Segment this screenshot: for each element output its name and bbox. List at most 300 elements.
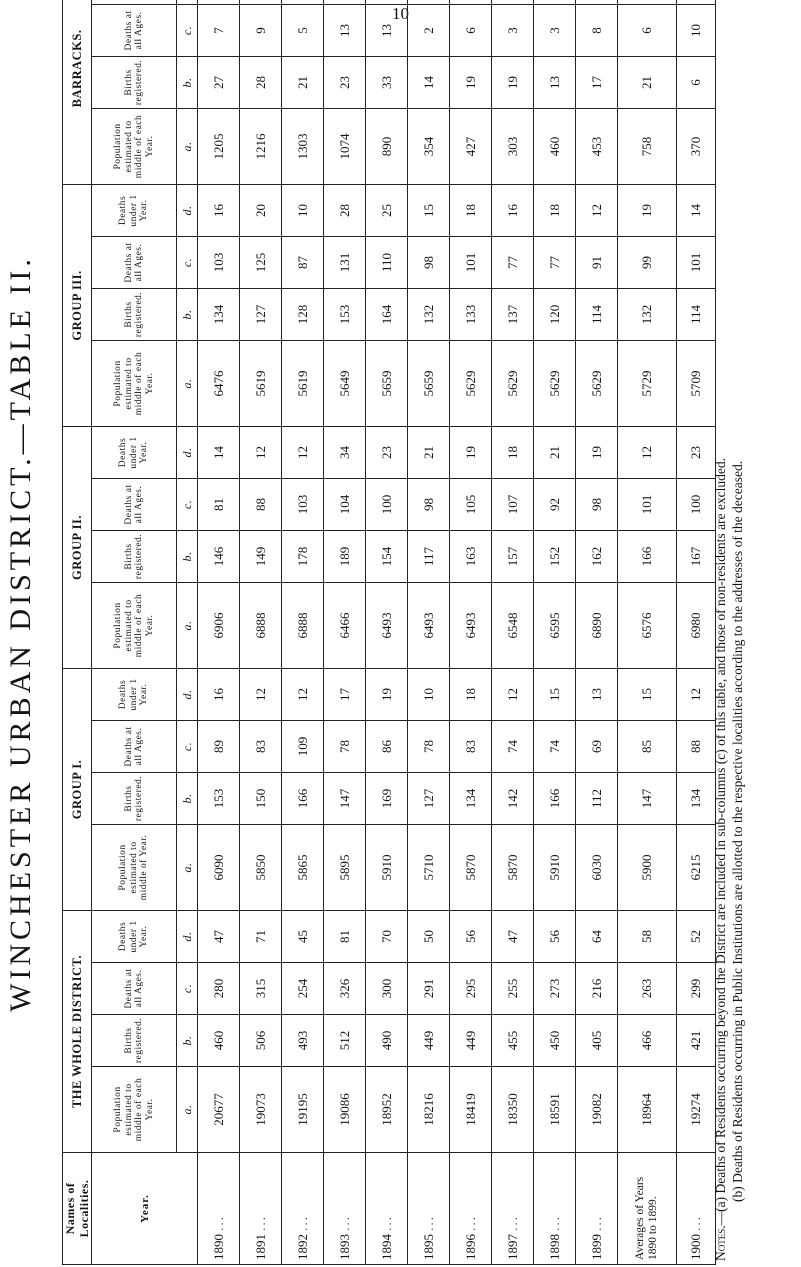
whole-infant-deaths-cell: 45	[282, 911, 324, 963]
group1-infant-deaths-cell: 15	[534, 669, 576, 721]
table-row	[534, 0, 576, 1265]
barracks-population-cell: 890	[366, 108, 408, 184]
whole-deaths-cell: 263	[618, 963, 677, 1015]
group1-population-cell: 5900	[618, 825, 677, 911]
group2-deaths-cell: 103	[282, 479, 324, 531]
unit-a: a.	[177, 825, 198, 911]
unit-d: d.	[177, 427, 198, 479]
group1-deaths-cell: 74	[492, 721, 534, 773]
group1-births-cell: 134	[450, 773, 492, 825]
barracks-births-cell: 27	[198, 56, 240, 108]
whole-infant-deaths-cell: 56	[450, 911, 492, 963]
leader-dots: ...	[420, 1215, 436, 1231]
group3-births-cell: 153	[324, 289, 366, 341]
whole-infant-deaths-cell: 47	[492, 911, 534, 963]
group2-population-cell: 6548	[492, 583, 534, 669]
group2-births-cell: 152	[534, 531, 576, 583]
group3-infant-deaths-cell: 16	[492, 184, 534, 236]
subcol-population-header: Population estimated to middle of each Year.	[92, 583, 177, 669]
leader-dots: ...	[504, 1215, 520, 1231]
group3-births-cell: 127	[240, 289, 282, 341]
group-header-group-1: GROUP I.	[63, 669, 92, 911]
unit-a: a.	[177, 108, 198, 184]
subcol-infant-deaths-header	[92, 0, 177, 4]
subcol-deaths-header: Deaths at all Ages.	[92, 963, 177, 1015]
barracks-infant-deaths-cell	[240, 0, 282, 4]
year-label: 1890	[210, 1234, 226, 1260]
group2-infant-deaths-cell: 19	[576, 427, 618, 479]
group1-deaths-cell: 78	[324, 721, 366, 773]
barracks-births-cell: 6	[677, 56, 716, 108]
group2-births-cell: 162	[576, 531, 618, 583]
year-label: 1898	[546, 1234, 562, 1260]
barracks-births-cell: 19	[492, 56, 534, 108]
group-header-whole-district: THE WHOLE DISTRICT.	[63, 911, 92, 1153]
group2-deaths-cell: 98	[408, 479, 450, 531]
leader-dots: ...	[252, 1215, 268, 1231]
whole-infant-deaths-cell: 47	[198, 911, 240, 963]
group2-births-cell: 167	[677, 531, 716, 583]
group2-infant-deaths-cell: 23	[366, 427, 408, 479]
group1-infant-deaths-cell: 10	[408, 669, 450, 721]
barracks-deaths-cell: 8	[576, 4, 618, 56]
leader-dots: ...	[546, 1215, 562, 1231]
group2-births-cell: 166	[618, 531, 677, 583]
barracks-infant-deaths-cell	[366, 0, 408, 4]
group3-deaths-cell: 99	[618, 237, 677, 289]
group2-births-cell: 154	[366, 531, 408, 583]
barracks-births-cell: 17	[576, 56, 618, 108]
group2-infant-deaths-cell: 21	[408, 427, 450, 479]
whole-population-cell: 18952	[366, 1067, 408, 1153]
group3-population-cell: 5629	[492, 341, 534, 427]
group2-population-cell: 6906	[198, 583, 240, 669]
whole-births-cell: 493	[282, 1015, 324, 1067]
group3-births-cell: 132	[408, 289, 450, 341]
whole-births-cell: 405	[576, 1015, 618, 1067]
barracks-population-cell: 1205	[198, 108, 240, 184]
group2-infant-deaths-cell: 23	[677, 427, 716, 479]
group2-infant-deaths-cell: 19	[450, 427, 492, 479]
subcol-infant-deaths-header: Deaths under 1 Year.	[92, 669, 177, 721]
barracks-infant-deaths-cell	[324, 0, 366, 4]
group3-population-cell: 5659	[366, 341, 408, 427]
whole-births-cell: 421	[677, 1015, 716, 1067]
whole-population-cell: 18591	[534, 1067, 576, 1153]
group3-deaths-cell: 103	[198, 237, 240, 289]
unit-b: b.	[177, 531, 198, 583]
whole-deaths-cell: 273	[534, 963, 576, 1015]
group-header-group-3: GROUP III.	[63, 184, 92, 426]
whole-births-cell: 460	[198, 1015, 240, 1067]
statistics-table-container	[62, 10, 703, 1265]
group3-population-cell: 5649	[324, 341, 366, 427]
group3-population-cell: 5629	[576, 341, 618, 427]
group3-infant-deaths-cell: 15	[408, 184, 450, 236]
group2-deaths-cell: 104	[324, 479, 366, 531]
year-cell	[198, 1153, 240, 1265]
group1-population-cell: 5710	[408, 825, 450, 911]
group1-births-cell: 166	[534, 773, 576, 825]
barracks-deaths-cell: 3	[534, 4, 576, 56]
group3-infant-deaths-cell: 28	[324, 184, 366, 236]
whole-population-cell: 19082	[576, 1067, 618, 1153]
table-row	[324, 0, 366, 1265]
subcol-births-header: Births registered.	[92, 289, 177, 341]
leader-dots: ...	[378, 1215, 394, 1231]
whole-deaths-cell: 300	[366, 963, 408, 1015]
table-row	[618, 0, 677, 1265]
group1-population-cell: 5850	[240, 825, 282, 911]
barracks-deaths-cell: 6	[618, 4, 677, 56]
group1-population-cell: 6030	[576, 825, 618, 911]
unit-b: b.	[177, 773, 198, 825]
subcol-infant-deaths-header: Deaths under 1 Year.	[92, 427, 177, 479]
group-header-barracks: BARRACKS.	[63, 0, 92, 184]
whole-infant-deaths-cell: 64	[576, 911, 618, 963]
group1-births-cell: 150	[240, 773, 282, 825]
group3-births-cell: 114	[576, 289, 618, 341]
group2-infant-deaths-cell: 21	[534, 427, 576, 479]
barracks-population-cell: 1216	[240, 108, 282, 184]
group1-infant-deaths-cell: 13	[576, 669, 618, 721]
group2-infant-deaths-cell: 12	[240, 427, 282, 479]
group1-infant-deaths-cell: 16	[198, 669, 240, 721]
group2-deaths-cell: 100	[366, 479, 408, 531]
barracks-population-cell: 303	[492, 108, 534, 184]
barracks-infant-deaths-cell	[677, 0, 716, 4]
group3-births-cell: 128	[282, 289, 324, 341]
group1-population-cell: 5870	[492, 825, 534, 911]
group2-population-cell: 6888	[282, 583, 324, 669]
group1-deaths-cell: 89	[198, 721, 240, 773]
whole-births-cell: 449	[408, 1015, 450, 1067]
group2-deaths-cell: 101	[618, 479, 677, 531]
group1-deaths-cell: 88	[677, 721, 716, 773]
subcol-infant-deaths-header: Deaths under 1 Year.	[92, 911, 177, 963]
whole-population-cell: 19195	[282, 1067, 324, 1153]
group3-population-cell: 5629	[534, 341, 576, 427]
group2-population-cell: 6576	[618, 583, 677, 669]
page-number: 10	[392, 4, 409, 23]
barracks-births-cell: 14	[408, 56, 450, 108]
year-cell	[618, 1153, 677, 1265]
group-header-group-2: GROUP II.	[63, 427, 92, 669]
barracks-births-cell: 28	[240, 56, 282, 108]
year-cell	[450, 1153, 492, 1265]
unit-c: c.	[177, 721, 198, 773]
whole-deaths-cell: 299	[677, 963, 716, 1015]
year-cell	[408, 1153, 450, 1265]
group2-deaths-cell: 92	[534, 479, 576, 531]
barracks-deaths-cell: 2	[408, 4, 450, 56]
whole-population-cell: 18350	[492, 1067, 534, 1153]
group2-births-cell: 189	[324, 531, 366, 583]
group1-population-cell: 5865	[282, 825, 324, 911]
year-label: Averages of Years 1890 to 1899.	[634, 1176, 659, 1260]
group1-infant-deaths-cell: 12	[240, 669, 282, 721]
group2-births-cell: 117	[408, 531, 450, 583]
barracks-deaths-cell: 13	[324, 4, 366, 56]
group3-population-cell: 5629	[450, 341, 492, 427]
whole-infant-deaths-cell: 81	[324, 911, 366, 963]
year-cell	[240, 1153, 282, 1265]
group3-infant-deaths-cell: 20	[240, 184, 282, 236]
year-label: 1895	[420, 1234, 436, 1260]
group3-infant-deaths-cell: 16	[198, 184, 240, 236]
group3-infant-deaths-cell: 10	[282, 184, 324, 236]
table-row	[198, 0, 240, 1265]
year-cell	[366, 1153, 408, 1265]
barracks-infant-deaths-cell	[198, 0, 240, 4]
barracks-deaths-cell: 10	[677, 4, 716, 56]
group2-births-cell: 178	[282, 531, 324, 583]
unit-b: b.	[177, 56, 198, 108]
group1-infant-deaths-cell: 12	[492, 669, 534, 721]
subcol-deaths-header: Deaths at all Ages.	[92, 721, 177, 773]
subcol-births-header: Births registered.	[92, 773, 177, 825]
group3-deaths-cell: 98	[408, 237, 450, 289]
unit-d: d.	[177, 911, 198, 963]
whole-infant-deaths-cell: 50	[408, 911, 450, 963]
group1-infant-deaths-cell: 12	[282, 669, 324, 721]
group1-population-cell: 5895	[324, 825, 366, 911]
group2-infant-deaths-cell: 12	[282, 427, 324, 479]
year-header: Year.	[92, 1153, 198, 1265]
year-cell	[324, 1153, 366, 1265]
group3-infant-deaths-cell: 19	[618, 184, 677, 236]
table-row	[282, 0, 324, 1265]
group1-births-cell: 169	[366, 773, 408, 825]
group3-infant-deaths-cell: 25	[366, 184, 408, 236]
note-a-text: —(a) Deaths of Residents occurring beyond the District are included in sub-columns (c) of this table, and those of non-residents are excluded.	[713, 457, 728, 1226]
group3-deaths-cell: 110	[366, 237, 408, 289]
group1-births-cell: 147	[324, 773, 366, 825]
whole-infant-deaths-cell: 52	[677, 911, 716, 963]
whole-births-cell: 506	[240, 1015, 282, 1067]
group1-births-cell: 153	[198, 773, 240, 825]
barracks-deaths-cell: 13	[366, 4, 408, 56]
barracks-infant-deaths-cell	[450, 0, 492, 4]
group1-population-cell: 5910	[366, 825, 408, 911]
notes-label: Notes.	[713, 1225, 728, 1261]
unit-c: c.	[177, 963, 198, 1015]
group1-births-cell: 134	[677, 773, 716, 825]
leader-dots: ...	[210, 1215, 226, 1231]
group3-births-cell: 132	[618, 289, 677, 341]
whole-infant-deaths-cell: 70	[366, 911, 408, 963]
whole-births-cell: 466	[618, 1015, 677, 1067]
subcol-population-header: Population estimated to middle of each Year.	[92, 341, 177, 427]
subcol-population-header: Population estimated to middle of each Year.	[92, 1067, 177, 1153]
barracks-infant-deaths-cell	[282, 0, 324, 4]
group2-population-cell: 6493	[366, 583, 408, 669]
barracks-population-cell: 354	[408, 108, 450, 184]
group1-infant-deaths-cell: 12	[677, 669, 716, 721]
whole-deaths-cell: 295	[450, 963, 492, 1015]
group2-infant-deaths-cell: 14	[198, 427, 240, 479]
group2-births-cell: 157	[492, 531, 534, 583]
barracks-infant-deaths-cell	[576, 0, 618, 4]
barracks-infant-deaths-cell	[492, 0, 534, 4]
year-cell	[534, 1153, 576, 1265]
barracks-deaths-cell: 6	[450, 4, 492, 56]
table-row	[240, 0, 282, 1265]
group3-population-cell: 5709	[677, 341, 716, 427]
subcol-births-header: Births registered.	[92, 531, 177, 583]
barracks-births-cell: 13	[534, 56, 576, 108]
whole-population-cell: 19073	[240, 1067, 282, 1153]
whole-population-cell: 20677	[198, 1067, 240, 1153]
group3-population-cell: 5619	[240, 341, 282, 427]
barracks-population-cell: 758	[618, 108, 677, 184]
group1-infant-deaths-cell: 17	[324, 669, 366, 721]
group2-population-cell: 6595	[534, 583, 576, 669]
unit-d: d.	[177, 184, 198, 236]
subcol-infant-deaths-header: Deaths under 1 Year.	[92, 184, 177, 236]
group1-deaths-cell: 83	[450, 721, 492, 773]
leader-dots: ...	[336, 1215, 352, 1231]
whole-deaths-cell: 291	[408, 963, 450, 1015]
unit-c: c.	[177, 4, 198, 56]
group1-deaths-cell: 69	[576, 721, 618, 773]
barracks-deaths-cell: 7	[198, 4, 240, 56]
barracks-births-cell: 33	[366, 56, 408, 108]
group2-population-cell: 6466	[324, 583, 366, 669]
note-b-text: (b) Deaths of Residents occurring in Public Institutions are allotted to the respective localities according to the addresses of the deceased.	[730, 460, 745, 1202]
year-cell	[677, 1153, 716, 1265]
group2-deaths-cell: 98	[576, 479, 618, 531]
barracks-infant-deaths-cell	[618, 0, 677, 4]
whole-births-cell: 490	[366, 1015, 408, 1067]
whole-population-cell: 19086	[324, 1067, 366, 1153]
group2-births-cell: 163	[450, 531, 492, 583]
table-row	[677, 0, 716, 1265]
year-label: 1894	[378, 1234, 394, 1260]
whole-infant-deaths-cell: 56	[534, 911, 576, 963]
group1-deaths-cell: 109	[282, 721, 324, 773]
group3-births-cell: 164	[366, 289, 408, 341]
subcol-deaths-header: Deaths at all Ages.	[92, 4, 177, 56]
barracks-infant-deaths-cell	[408, 0, 450, 4]
whole-population-cell: 18964	[618, 1067, 677, 1153]
whole-deaths-cell: 280	[198, 963, 240, 1015]
barracks-population-cell: 460	[534, 108, 576, 184]
unit-a: a.	[177, 341, 198, 427]
group2-births-cell: 146	[198, 531, 240, 583]
group2-population-cell: 6493	[408, 583, 450, 669]
group3-deaths-cell: 77	[492, 237, 534, 289]
barracks-deaths-cell: 9	[240, 4, 282, 56]
subcol-births-header: Births registered.	[92, 56, 177, 108]
statistics-table	[62, 0, 716, 1265]
barracks-population-cell: 370	[677, 108, 716, 184]
table-body	[198, 0, 716, 1265]
year-label: 1892	[294, 1234, 310, 1260]
table-title: WINCHESTER URBAN DISTRICT.—TABLE II.	[4, 255, 37, 1012]
whole-deaths-cell: 255	[492, 963, 534, 1015]
note-b	[729, 41, 746, 1261]
group3-deaths-cell: 131	[324, 237, 366, 289]
barracks-births-cell: 21	[282, 56, 324, 108]
subcol-population-header: Population estimated to middle of each Year.	[92, 108, 177, 184]
group3-births-cell: 137	[492, 289, 534, 341]
group1-population-cell: 5910	[534, 825, 576, 911]
unit-c: c.	[177, 237, 198, 289]
barracks-population-cell: 427	[450, 108, 492, 184]
subcol-births-header: Births registered.	[92, 1015, 177, 1067]
whole-births-cell: 512	[324, 1015, 366, 1067]
subcol-deaths-header: Deaths at all Ages.	[92, 479, 177, 531]
barracks-infant-deaths-cell	[534, 0, 576, 4]
group3-births-cell: 133	[450, 289, 492, 341]
year-label: 1897	[504, 1234, 520, 1260]
whole-deaths-cell: 326	[324, 963, 366, 1015]
group3-infant-deaths-cell: 12	[576, 184, 618, 236]
group2-population-cell: 6890	[576, 583, 618, 669]
group1-population-cell: 6090	[198, 825, 240, 911]
subcol-population-header: Population estimated to middle of Year.	[92, 825, 177, 911]
barracks-deaths-cell: 3	[492, 4, 534, 56]
group2-deaths-cell: 81	[198, 479, 240, 531]
group1-deaths-cell: 78	[408, 721, 450, 773]
group1-births-cell: 127	[408, 773, 450, 825]
group1-infant-deaths-cell: 19	[366, 669, 408, 721]
year-label: 1891	[252, 1234, 268, 1260]
group1-deaths-cell: 86	[366, 721, 408, 773]
whole-population-cell: 18216	[408, 1067, 450, 1153]
year-label: 1900	[688, 1234, 703, 1260]
year-cell	[282, 1153, 324, 1265]
group1-population-cell: 5870	[450, 825, 492, 911]
group2-infant-deaths-cell: 18	[492, 427, 534, 479]
barracks-births-cell: 21	[618, 56, 677, 108]
barracks-population-cell: 1074	[324, 108, 366, 184]
group2-infant-deaths-cell: 34	[324, 427, 366, 479]
group1-deaths-cell: 85	[618, 721, 677, 773]
group3-births-cell: 134	[198, 289, 240, 341]
whole-deaths-cell: 216	[576, 963, 618, 1015]
whole-births-cell: 455	[492, 1015, 534, 1067]
group2-deaths-cell: 100	[677, 479, 716, 531]
group3-deaths-cell: 77	[534, 237, 576, 289]
table-row	[450, 0, 492, 1265]
whole-population-cell: 19274	[677, 1067, 716, 1153]
subcol-deaths-header: Deaths at all Ages.	[92, 237, 177, 289]
group1-deaths-cell: 74	[534, 721, 576, 773]
group3-deaths-cell: 101	[450, 237, 492, 289]
group3-births-cell: 114	[677, 289, 716, 341]
unit-a: a.	[177, 583, 198, 669]
unit-a: a.	[177, 1067, 198, 1153]
group1-births-cell: 142	[492, 773, 534, 825]
group3-births-cell: 120	[534, 289, 576, 341]
group3-infant-deaths-cell: 18	[450, 184, 492, 236]
group2-population-cell: 6493	[450, 583, 492, 669]
unit-b: b.	[177, 289, 198, 341]
group2-births-cell: 149	[240, 531, 282, 583]
group3-deaths-cell: 125	[240, 237, 282, 289]
table-row	[408, 0, 450, 1265]
group3-deaths-cell: 87	[282, 237, 324, 289]
year-cell	[492, 1153, 534, 1265]
group2-population-cell: 6888	[240, 583, 282, 669]
whole-infant-deaths-cell: 58	[618, 911, 677, 963]
localities-header: Names of Localities.	[63, 1153, 92, 1265]
year-cell	[576, 1153, 618, 1265]
group3-deaths-cell: 91	[576, 237, 618, 289]
leader-dots: ...	[294, 1215, 310, 1231]
